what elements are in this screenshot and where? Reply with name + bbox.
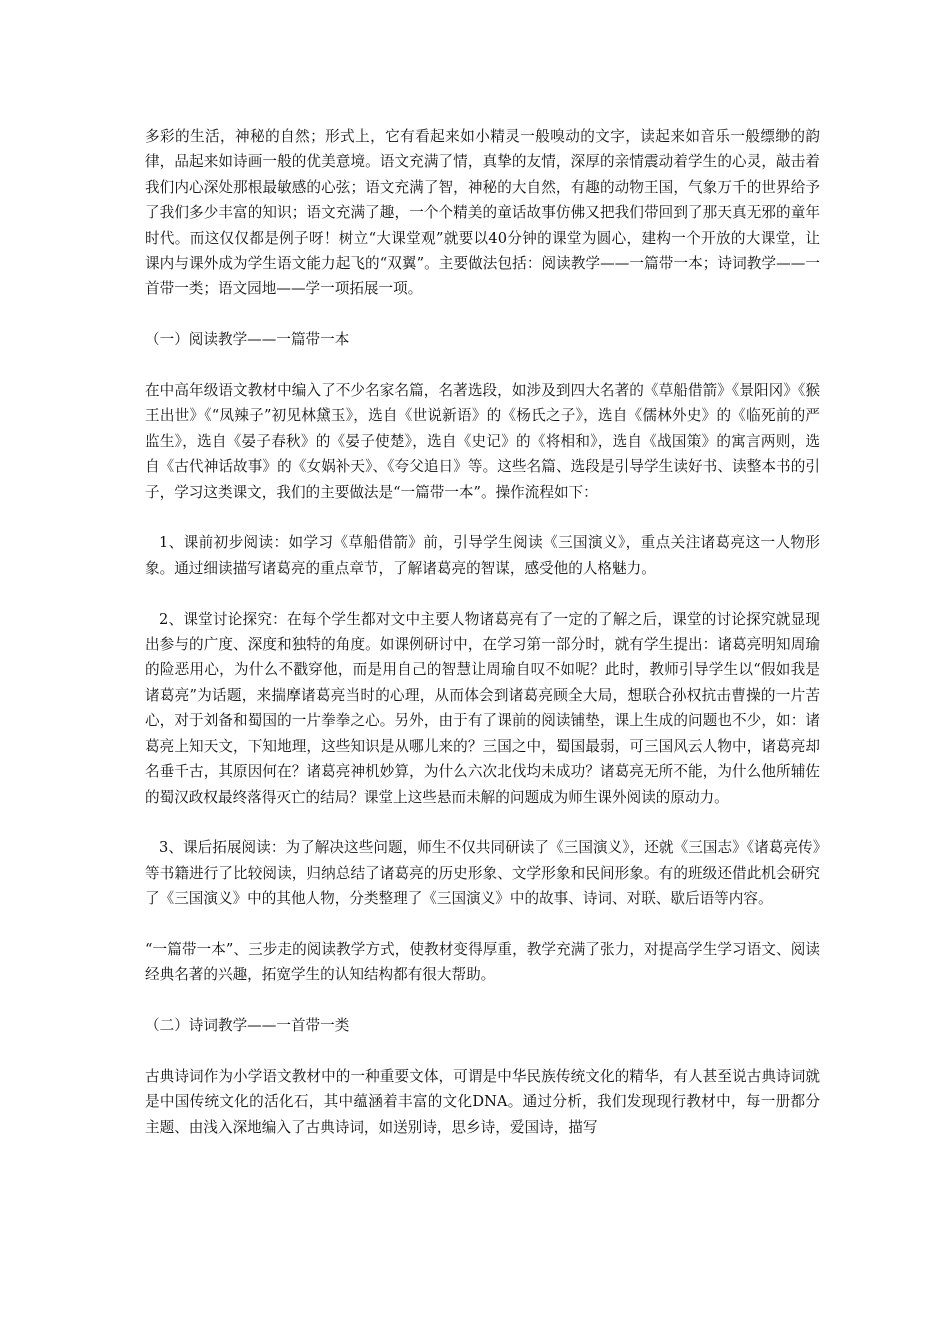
section-heading-reading: （一）阅读教学——一篇带一本: [145, 331, 350, 349]
step-3-paragraph: 3、课后拓展阅读：为了解决这些问题，师生不仅共同研读了《三国演义》，还就《三国志》《诸葛亮传》等书籍进行了比较阅读，归纳总结了诸葛亮的历史形象、文学形象和民间形象。有的班级还借此机会研究了《三国演义》中的其他人物，分类整理了《三国演义》中的故事、诗词、对联、歇后语等内容。: [145, 839, 820, 908]
step-1-paragraph: 1、课前初步阅读：如学习《草船借箭》前，引导学生阅读《三国演义》，重点关注诸葛亮这一人物形象。通过细读描写诸葛亮的重点章节，了解诸葛亮的智谋，感受他的人格魅力。: [145, 534, 820, 577]
step-2-paragraph: 2、课堂讨论探究：在每个学生都对文中主要人物诸葛亮有了一定的了解之后，课堂的讨论探究就显现出参与的广度、深度和独特的角度。如课例研讨中，在学习第一部分时，就有学生提出：诸葛亮明知周瑜的险恶用心，为什么不戳穿他，而是用自己的智慧让周瑜自叹不如呢？此时，教师引导学生以“假如我是诸葛亮”为话题，来揣摩诸葛亮当时的心理，从而体会到诸葛亮顾全大局，想联合孙权抗击曹操的一片苦心，对于刘备和蜀国的一片拳拳之心。另外，由于有了课前的阅读铺垫，课上生成的问题也不少，如：诸葛亮上知天文，下知地理，这些知识是从哪儿来的？三国之中，蜀国最弱，可三国风云人物中，诸葛亮却名垂千古，其原因何在？诸葛亮神机妙算，为什么六次北伐均未成功？诸葛亮无所不能，为什么他所辅佐的蜀汉政权最终落得灭亡的结局？课堂上这些悬而未解的问题成为师生课外阅读的原动力。: [145, 610, 820, 806]
reading-intro-paragraph: 在中高年级语文教材中编入了不少名家名篇，名著选段，如涉及到四大名著的《草船借箭》《景阳冈》《猴王出世》《“凤辣子”初见林黛玉》，选自《世说新语》的《杨氏之子》，选自《儒林外史》的《临死前的严监生》，选自《晏子春秋》的《晏子使楚》，选自《史记》的《将相和》，选自《战国策》的寓言两则，选自《古代神话故事》的《女娲补天》、《夸父追日》等。这些名篇、选段是引导学生读好书、读整本书的引子，学习这类课文，我们的主要做法是“一篇带一本”。操作流程如下：: [145, 382, 820, 501]
reading-summary-paragraph: “一篇带一本”、三步走的阅读教学方式，使教材变得厚重，教学充满了张力，对提高学生学习语文、阅读经典名著的兴趣，拓宽学生的认知结构都有很大帮助。: [145, 940, 820, 984]
document-body: [145, 124, 820, 1140]
poetry-intro-paragraph: 古典诗词作为小学语文教材中的一种重要文体，可谓是中华民族传统文化的精华，有人甚至说古典诗词就是中国传统文化的活化石，其中蕴涵着丰富的文化DNA。通过分析，我们发现现行教材中，每一册都分主题、由浅入深地编入了古典诗词，如送别诗，思乡诗，爱国诗，描写: [145, 1067, 820, 1136]
intro-paragraph: 多彩的生活，神秘的自然；形式上，它有看起来如小精灵一般嗅动的文字，读起来如音乐一般缥缈的韵律，品起来如诗画一般的优美意境。语文充满了情，真挚的友情，深厚的亲情震动着学生的心灵，敲击着我们内心深处那根最敏感的心弦；语文充满了智，神秘的大自然，有趣的动物王国，气象万千的世界给予了我们多少丰富的知识；语文充满了趣，一个个精美的童话故事仿佛又把我们带回到了那天真无邪的童年时代。而这仅仅都是例子呀！树立“大课堂观”就要以40分钟的课堂为圆心，建构一个开放的大课堂，让课内与课外成为学生语文能力起飞的“双翼”。主要做法包括：阅读教学——一篇带一本；诗词教学——一首带一类；语文园地——学一项拓展一项。: [145, 128, 820, 298]
section-heading-poetry: （二）诗词教学——一首带一类: [145, 1017, 350, 1035]
